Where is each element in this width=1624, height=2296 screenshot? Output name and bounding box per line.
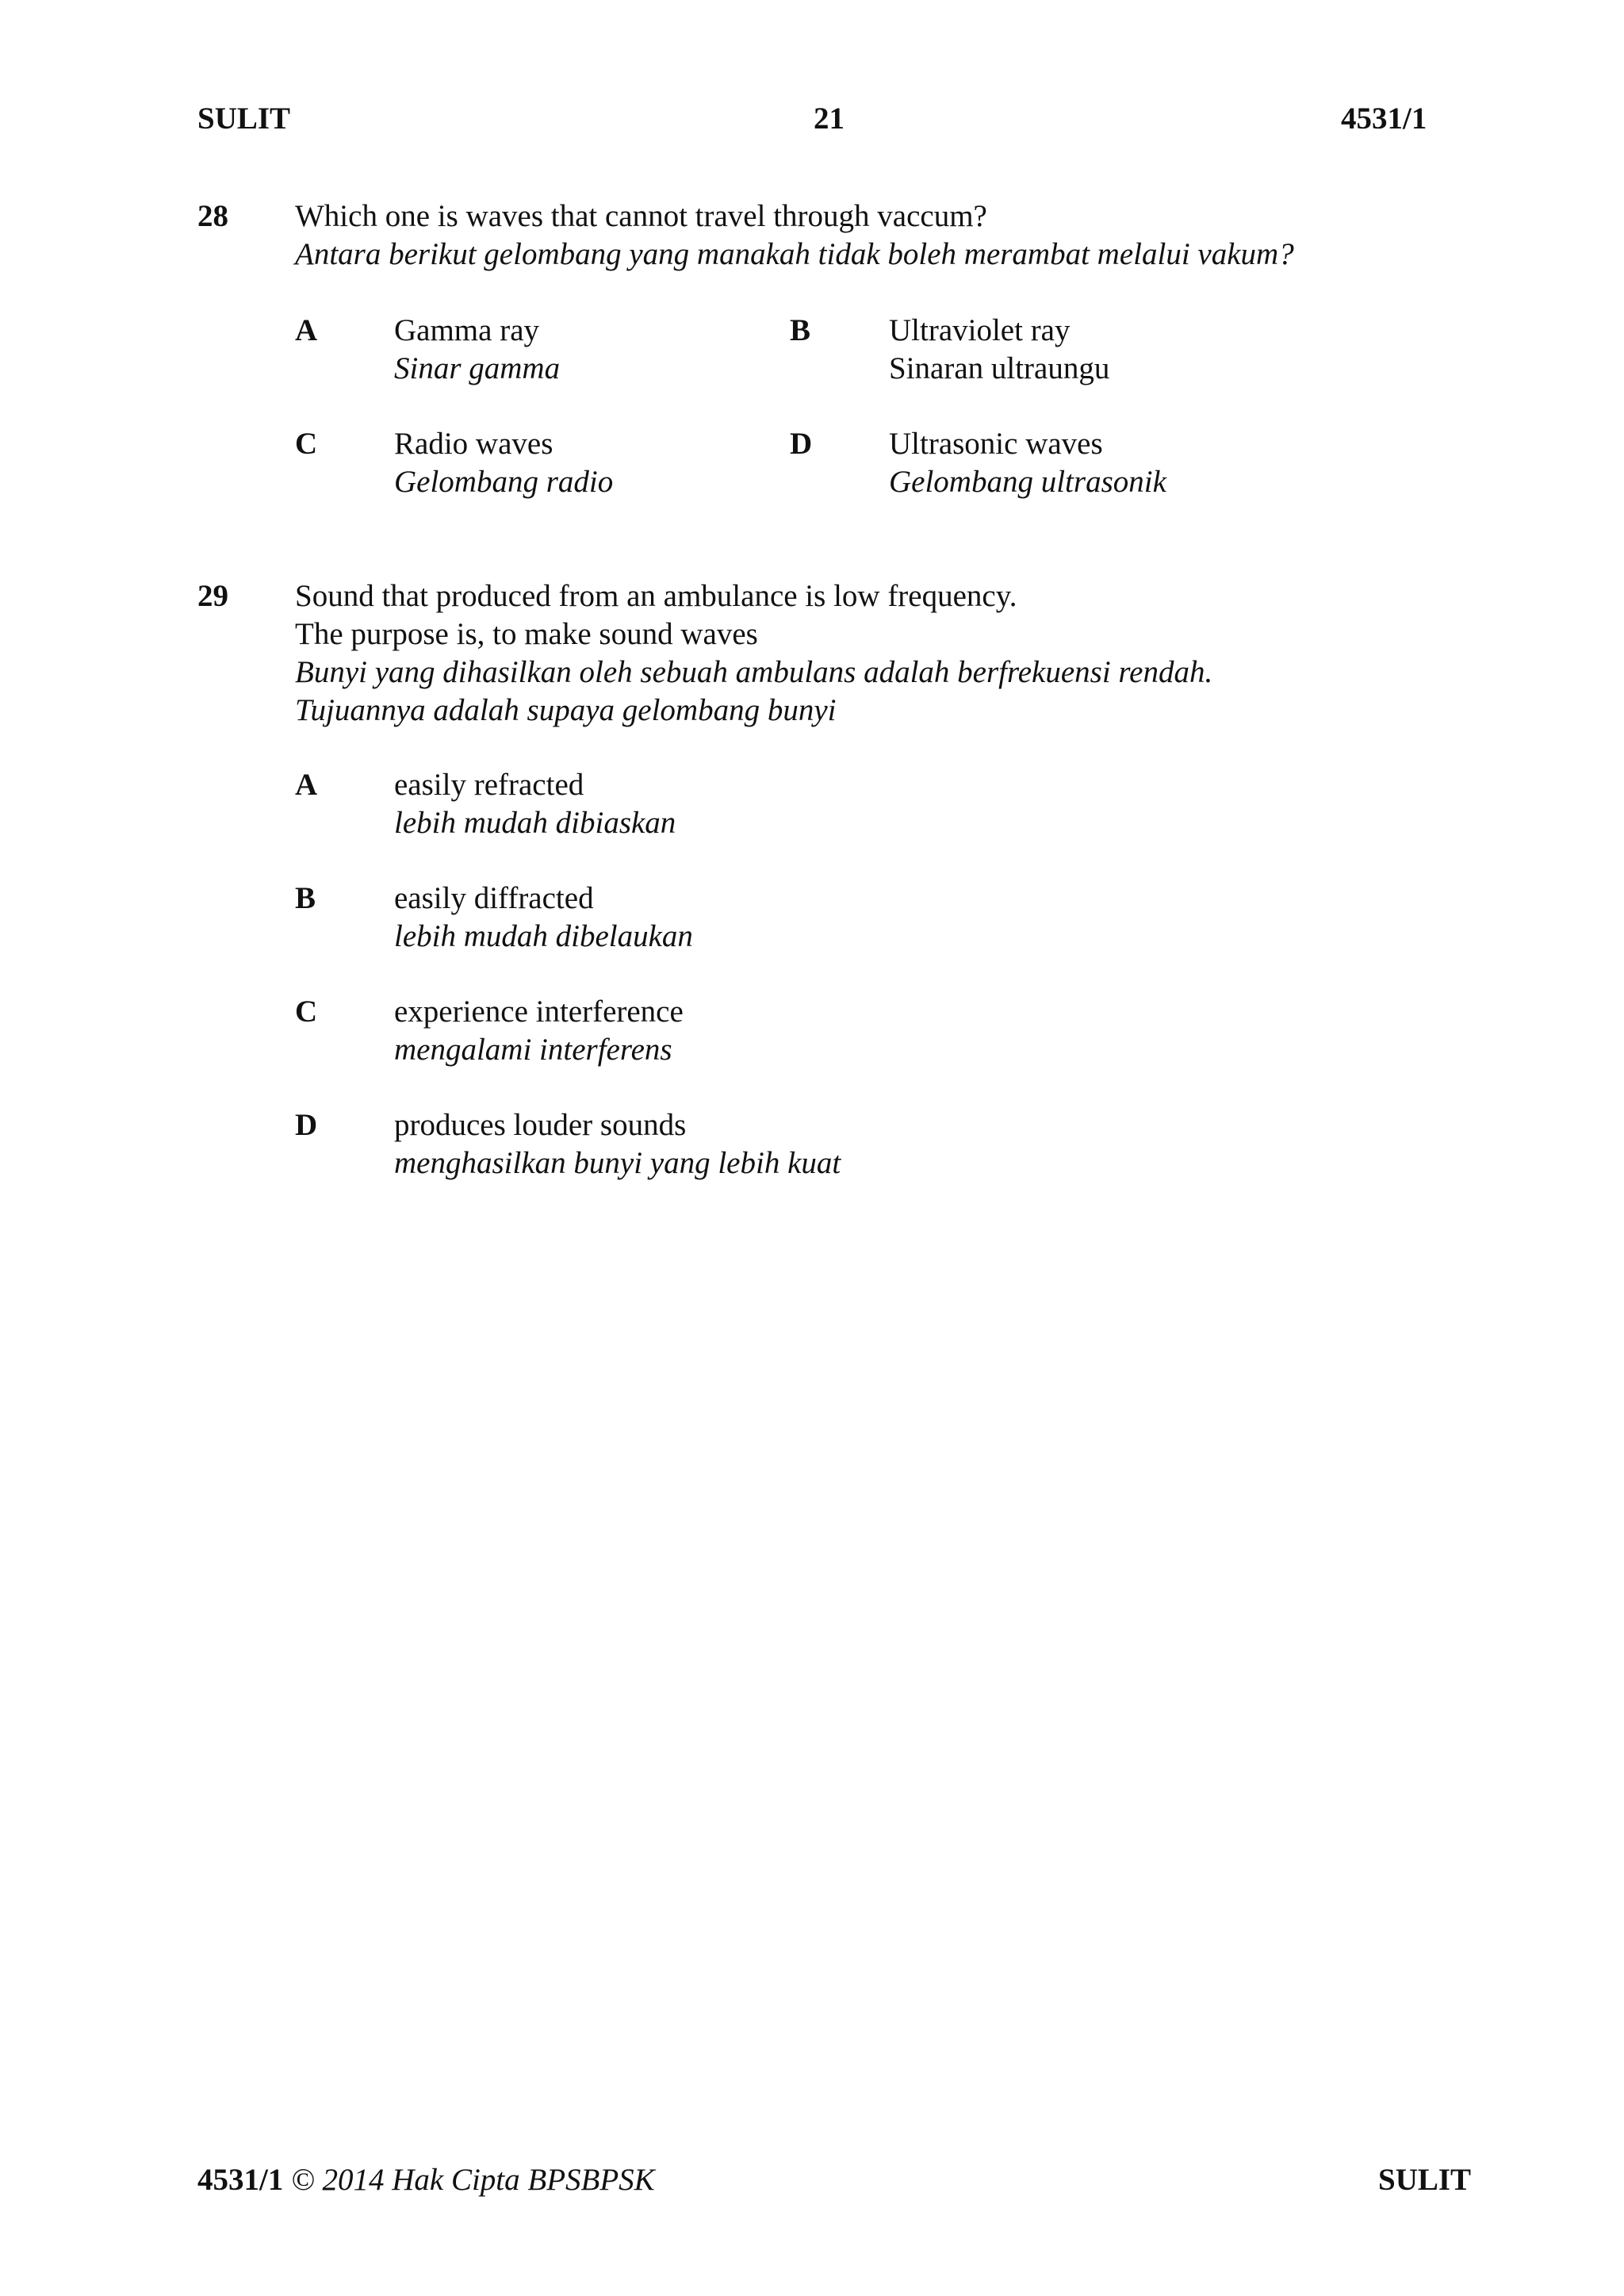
question-number: 29: [197, 579, 228, 613]
question-text-en: The purpose is, to make sound waves: [295, 617, 758, 651]
option-a: [394, 766, 676, 842]
question-stem: [295, 577, 1212, 730]
footer-right-sulit: SULIT: [1378, 2163, 1472, 2197]
option-text-ms: lebih mudah dibelaukan: [394, 919, 693, 953]
option-text-ms: Gelombang radio: [394, 465, 614, 499]
header-left-sulit: SULIT: [197, 102, 291, 136]
option-letter-d: D: [790, 427, 813, 461]
option-letter-c: C: [295, 995, 318, 1029]
option-letter-a: A: [295, 768, 318, 802]
option-text-en: easily diffracted: [394, 881, 594, 915]
header-right-code: 4531/1: [1341, 102, 1427, 136]
option-text-ms: mengalami interferens: [394, 1033, 672, 1067]
question-text-ms: Bunyi yang dihasilkan oleh sebuah ambulans adalah berfrekuensi rendah.: [295, 655, 1213, 689]
question-text-en: Sound that produced from an ambulance is low frequency.: [295, 579, 1017, 613]
option-d: [889, 425, 1166, 501]
question-text-ms: Tujuannya adalah supaya gelombang bunyi: [295, 693, 837, 727]
option-text-en: Gamma ray: [394, 313, 540, 347]
question-text-en: Which one is waves that cannot travel through vaccum?: [295, 199, 987, 233]
option-text-en: Radio waves: [394, 427, 553, 461]
option-letter-d: D: [295, 1108, 318, 1142]
option-text-ms: Sinaran ultraungu: [889, 351, 1110, 385]
option-letter-c: C: [295, 427, 318, 461]
option-a: [394, 312, 560, 388]
option-letter-a: A: [295, 313, 318, 347]
option-text-ms: lebih mudah dibiaskan: [394, 806, 676, 840]
option-text-en: Ultrasonic waves: [889, 427, 1103, 461]
option-text-en: easily refracted: [394, 768, 584, 802]
option-text-ms: Sinar gamma: [394, 351, 561, 385]
option-letter-b: B: [790, 313, 811, 347]
option-b: [394, 880, 693, 956]
option-text-en: produces louder sounds: [394, 1108, 687, 1142]
footer-copyright: © 2014 Hak Cipta BPSBPSK: [291, 2163, 655, 2197]
option-text-en: experience interference: [394, 995, 684, 1029]
option-text-ms: menghasilkan bunyi yang lebih kuat: [394, 1146, 841, 1180]
option-text-en: Ultraviolet ray: [889, 313, 1071, 347]
footer-left: [197, 2161, 655, 2199]
option-text-ms: Gelombang ultrasonik: [889, 465, 1166, 499]
question-number: 28: [197, 199, 228, 233]
option-d: [394, 1106, 841, 1182]
option-c: [394, 425, 613, 501]
question-stem: [295, 197, 1294, 274]
footer-code: 4531/1: [197, 2163, 284, 2197]
option-letter-b: B: [295, 881, 316, 915]
page-number: 21: [814, 102, 845, 136]
question-text-ms: Antara berikut gelombang yang manakah tidak boleh merambat melalui vakum?: [295, 237, 1294, 271]
option-b: [889, 312, 1109, 388]
option-c: [394, 993, 684, 1069]
